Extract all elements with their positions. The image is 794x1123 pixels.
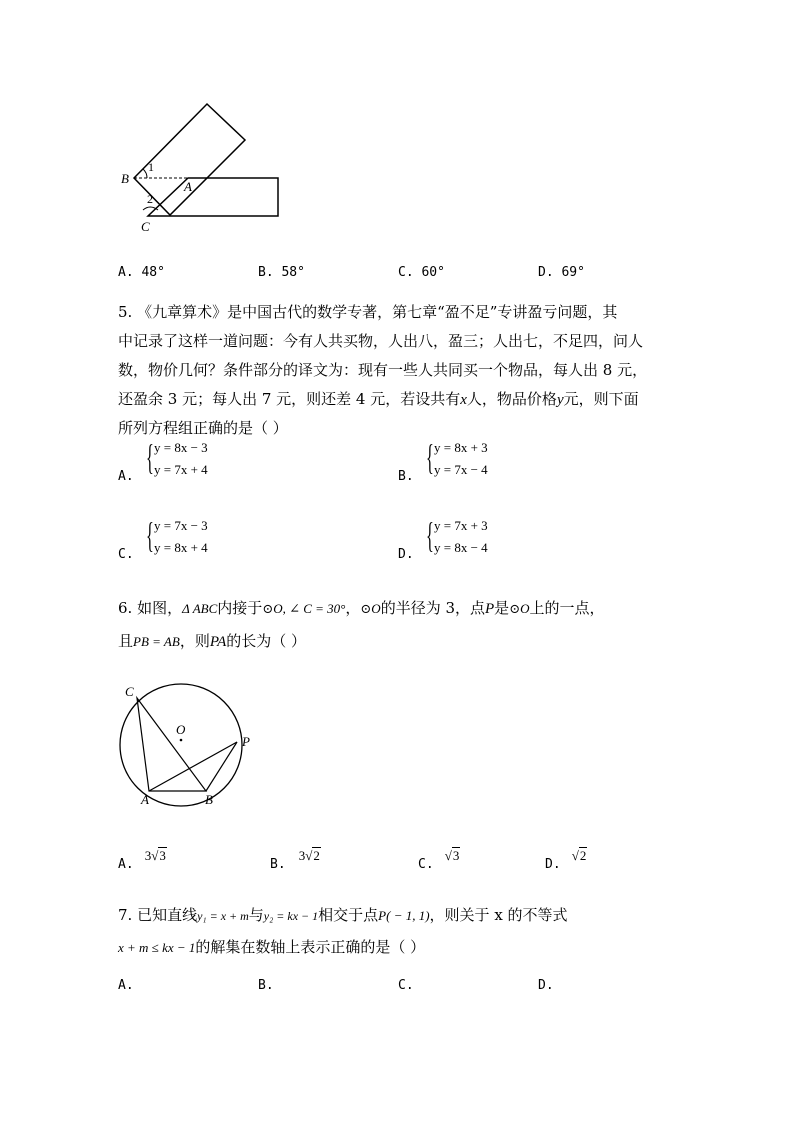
text-segment: 内接于 xyxy=(217,599,263,617)
equation-row: y = 7x + 4 xyxy=(154,462,208,477)
q6-label-b: B xyxy=(205,792,213,807)
q6-center-dot xyxy=(180,739,183,742)
equation-row: y = 8x − 3 xyxy=(154,440,208,455)
q6-triangle-abc xyxy=(137,698,206,791)
math-expression: Δ ABC xyxy=(182,601,218,616)
q4-label-1: 1 xyxy=(148,160,154,174)
sqrt-expression: 3√3 xyxy=(144,848,166,863)
q5-line-4 xyxy=(118,389,639,410)
q6-option-c[interactable] xyxy=(418,845,460,872)
q5-line-5: 所列方程组正确的是（ ） xyxy=(118,419,288,437)
q6-label-c: C xyxy=(125,684,134,699)
q6-label-o: O xyxy=(176,722,186,737)
q6-option-d[interactable] xyxy=(545,845,587,872)
equation-row: y = 8x + 4 xyxy=(154,540,208,555)
q5-option-d[interactable] xyxy=(398,516,518,566)
q5-line-1: 5. 《九章算术》是中国古代的数学专著，第七章“盈不足”专讲盈亏问题，其 xyxy=(118,303,618,321)
option-letter: B. xyxy=(398,469,414,484)
option-text: 60° xyxy=(421,265,445,280)
option-text: 48° xyxy=(141,265,165,280)
text-segment: 且 xyxy=(118,632,134,650)
text-segment: 6. 如图， xyxy=(118,599,183,617)
text-segment: 上的一点， xyxy=(529,599,605,617)
radicand: 2 xyxy=(579,848,587,863)
option-letter: B. xyxy=(258,265,274,280)
math-expression: ⊙O xyxy=(360,601,381,616)
equation-row: y = 7x − 3 xyxy=(154,518,208,533)
math-var: x xyxy=(460,392,467,408)
q4-option-a[interactable] xyxy=(118,265,165,280)
brace-icon: { xyxy=(426,515,434,555)
option-letter: B. xyxy=(270,857,286,872)
q7-option-d[interactable]: D. xyxy=(538,978,554,993)
q4-horizontal-rectangle xyxy=(148,178,278,216)
q7-option-a[interactable]: A. xyxy=(118,978,134,993)
q6-line-1 xyxy=(118,598,604,619)
option-letter: C. xyxy=(418,857,434,872)
q6-label-a: A xyxy=(141,792,149,807)
q5-option-a[interactable] xyxy=(118,438,238,488)
q7-option-c[interactable]: C. xyxy=(398,978,414,993)
radicand: 3 xyxy=(452,848,460,863)
equation-row: y = 7x + 3 xyxy=(434,518,488,533)
option-letter: D. xyxy=(545,857,561,872)
option-letter: C. xyxy=(398,265,414,280)
math-expression: y₂ = kx − 1 xyxy=(263,909,319,923)
q6-option-b[interactable] xyxy=(270,845,321,872)
radicand: 3 xyxy=(159,848,166,863)
math-expression: P( − 1, 1) xyxy=(378,908,430,923)
q7-line-1 xyxy=(118,905,568,926)
math-expression: PB = AB xyxy=(133,634,180,649)
text-segment: 相交于点 xyxy=(318,906,379,924)
text-segment: 元，则下面 xyxy=(563,390,639,408)
text-segment: 人，物品价格 xyxy=(466,390,557,408)
brace-icon: { xyxy=(426,437,434,477)
text-segment: 的解集在数轴上表示正确的是（ ） xyxy=(195,938,426,956)
q4-label-2: 2 xyxy=(147,192,153,206)
equation-row: y = 8x + 3 xyxy=(434,440,488,455)
q7-line-2 xyxy=(118,937,425,958)
text-segment: 是 xyxy=(494,599,510,617)
math-var: P xyxy=(485,601,495,617)
q4-option-d[interactable] xyxy=(538,265,585,280)
sqrt-expression: 3√2 xyxy=(298,848,320,863)
q5-line-2: 中记录了这样一道问题：今有人共买物，人出八，盈三；人出七，不足四，问人 xyxy=(118,332,644,350)
equation-row: y = 8x − 4 xyxy=(434,540,488,555)
q6-circle xyxy=(120,684,242,806)
q4-figure xyxy=(110,95,300,240)
option-letter: A. xyxy=(118,265,134,280)
q6-circle-figure xyxy=(112,680,262,810)
sqrt-expression: √3 xyxy=(444,848,460,863)
option-letter: A. xyxy=(118,469,134,484)
q7-option-b[interactable]: B. xyxy=(258,978,274,993)
text-segment: ，则 xyxy=(179,632,210,650)
math-var: PA xyxy=(209,634,227,650)
option-text: 58° xyxy=(281,265,305,280)
q4-option-c[interactable] xyxy=(398,265,445,280)
text-segment: 的长为（ ） xyxy=(226,632,307,650)
coefficient: 3 xyxy=(144,848,152,863)
brace-icon: { xyxy=(146,515,154,555)
text-segment: ，则关于 x 的不等式 xyxy=(429,906,568,924)
q6-segment-ap xyxy=(149,742,237,791)
q4-option-b[interactable] xyxy=(258,265,305,280)
brace-icon: { xyxy=(146,437,154,477)
q4-label-a: A xyxy=(184,179,192,194)
math-expression: ⊙O xyxy=(509,601,530,616)
q6-line-2 xyxy=(118,631,306,652)
sqrt-expression: √2 xyxy=(571,848,587,863)
math-expression: ⊙O, ∠ C = 30° xyxy=(262,601,346,616)
option-letter: A. xyxy=(118,857,134,872)
option-letter: C. xyxy=(118,547,134,562)
q6-option-a[interactable] xyxy=(118,845,167,872)
math-expression: y₁ = x + m xyxy=(197,909,249,923)
q5-option-c[interactable] xyxy=(118,516,238,566)
math-expression: x + m ≤ kx − 1 xyxy=(118,940,196,955)
text-segment: 的半径为 3，点 xyxy=(380,599,485,617)
text-segment: 与 xyxy=(248,906,264,924)
option-letter: D. xyxy=(538,265,554,280)
coefficient: 3 xyxy=(298,848,306,863)
q4-label-b: B xyxy=(121,171,129,186)
option-text: 69° xyxy=(561,265,585,280)
radicand: 2 xyxy=(313,848,320,863)
q5-option-b[interactable] xyxy=(398,438,518,488)
q4-label-c: C xyxy=(141,219,150,234)
q6-label-p: P xyxy=(242,734,250,749)
equation-row: y = 7x − 4 xyxy=(434,462,488,477)
text-segment: 7. 已知直线 xyxy=(118,906,198,924)
text-segment: 还盈余 3 元；每人出 7 元，则还差 4 元，若设共有 xyxy=(118,390,461,408)
q5-line-3: 数，物价几何？条件部分的译文为：现有一些人共同买一个物品，每人出 8 元， xyxy=(118,361,648,379)
q6-segment-bp xyxy=(206,742,237,791)
text-segment: ， xyxy=(345,599,361,617)
option-letter: D. xyxy=(398,547,414,562)
q4-angle1-arc xyxy=(143,169,147,178)
math-var: y xyxy=(556,392,564,408)
